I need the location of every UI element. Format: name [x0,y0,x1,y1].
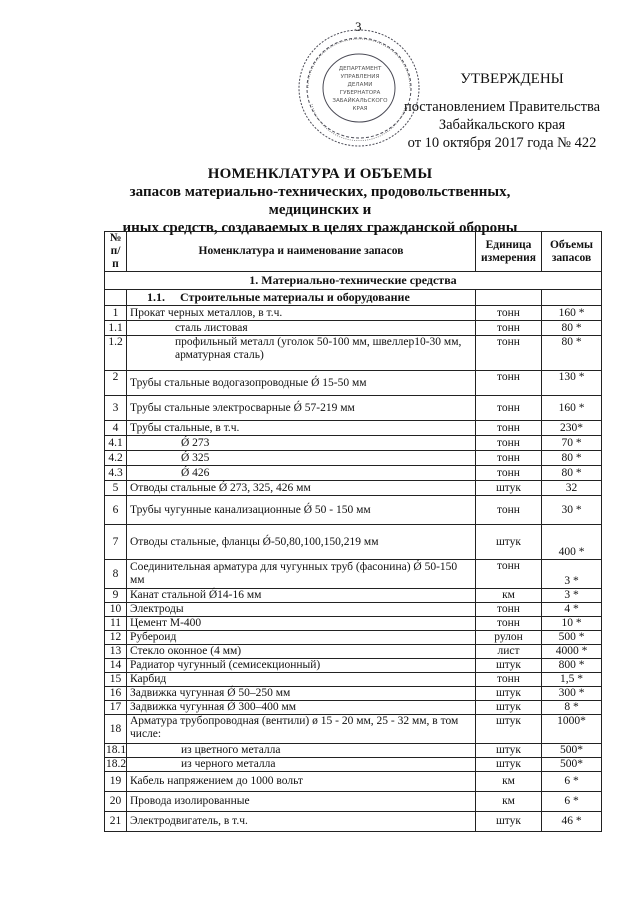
title-sub-2: иных средств, создаваемых в целях гражданской обороны [122,220,518,236]
table-row: 13 Стекло оконное (4 мм) лист 4000 * [105,645,602,659]
approval-line-3: от 10 октября 2017 года № 422 [407,135,597,151]
table-row: 16 Задвижка чугунная Ǿ 50–250 мм штук 300 * [105,687,602,701]
approval-block [392,70,612,152]
table-row: 18.1 из цветного металла штук 500* [105,744,602,758]
approval-line-1: постановлением Правительства [403,99,601,115]
seal-line-5: ЗАБАЙКАЛЬСКОГО [332,98,388,104]
table-row: 12 Рубероид рулон 500 * [105,631,602,645]
table-row: 19 Кабель напряжением до 1000 вольт км 6 * [105,772,602,792]
nomenclature-table [104,231,602,832]
table-header-row [105,232,602,272]
table-row: 4.3 Ǿ 426 тонн 80 * [105,466,602,481]
table-row: 15 Карбид тонн 1,5 * [105,673,602,687]
header-num: № п/п [105,232,127,272]
seal-line-4: ГУБЕРНАТОРА [339,90,381,96]
table-row: 4.2 Ǿ 325 тонн 80 * [105,451,602,466]
table-row: 21 Электродвигатель, в т.ч. штук 46 * [105,812,602,832]
subsection-title: 1.1. Строительные материалы и оборудование [127,290,476,306]
table-row: 3 Трубы стальные электросварные Ǿ 57-219 мм тонн 160 * [105,396,602,421]
table-cell-qty [542,290,602,306]
table-row: 9 Канат стальной Ǿ14-16 мм км 3 * [105,589,602,603]
table-row: 17 Задвижка чугунная Ǿ 300–400 мм штук 8 * [105,701,602,715]
seal-line-2: УПРАВЛЕНИЯ [340,74,380,80]
approved-label: УТВЕРЖДЕНЫ [460,71,564,87]
table-row: 18 Арматура трубопроводная (вентили) ø 15 - 20 мм, 25 - 32 мм, в том числе: штук 1000* [105,715,602,744]
header-unit: Единица измерения [476,232,542,272]
table-row: 10 Электроды тонн 4 * [105,603,602,617]
table-row: 1 Прокат черных металлов, в т.ч. тонн 160 * [105,306,602,321]
seal-line-6: КРАЯ [352,106,368,112]
table-row: 14 Радиатор чугунный (семисекционный) штук 800 * [105,659,602,673]
seal-line-1: ДЕПАРТАМЕНТ [338,66,382,72]
section-1-title: 1. Материально-технические средства [105,272,602,290]
table-row: 1.2 профильный металл (уголок 50-100 мм, швеллер10-30 мм, арматурная сталь) тонн 80 * [105,336,602,371]
table-row: 2 Трубы стальные водогазопроводные Ǿ 15-50 мм тонн 130 * [105,371,602,396]
table-row: 20 Провода изолированные км 6 * [105,792,602,812]
table-row: 11 Цемент М-400 тонн 10 * [105,617,602,631]
header-name: Номенклатура и наименование запасов [127,232,476,272]
approval-line-2: Забайкальского края [438,117,566,133]
header-qty: Объемы запасов [542,232,602,272]
table-row: 7 Отводы стальные, фланцы Ǿ-50,80,100,150,219 мм штук 400 * [105,525,602,560]
table-cell-unit [476,290,542,306]
seal-line-3: ДЕЛАМИ [347,82,373,88]
table-row: 4 Трубы стальные, в т.ч. тонн 230* [105,421,602,436]
table-row: 18.2 из черного металла штук 500* [105,758,602,772]
table-row: 8 Соединительная арматура для чугунных труб (фасонина) Ǿ 50-150 мм тонн 3 * [105,560,602,589]
table-row: 4.1 Ǿ 273 тонн 70 * [105,436,602,451]
subsection-row [105,290,602,306]
table-row: 1.1 сталь листовая тонн 80 * [105,321,602,336]
title-sub-1: запасов материально-технических, продовольственных, медицинских и [129,184,511,218]
table-row: 6 Трубы чугунные канализационные Ǿ 50 - 150 мм тонн 30 * [105,496,602,525]
nomenclature-table-container [104,231,601,832]
table-cell-num [105,290,127,306]
page-number: 3 [355,19,362,34]
document-title [100,165,540,237]
section-row [105,272,602,290]
table-row: 5 Отводы стальные Ǿ 273, 325, 426 мм штук 32 [105,481,602,496]
title-main: НОМЕНКЛАТУРА И ОБЪЕМЫ [207,166,433,182]
